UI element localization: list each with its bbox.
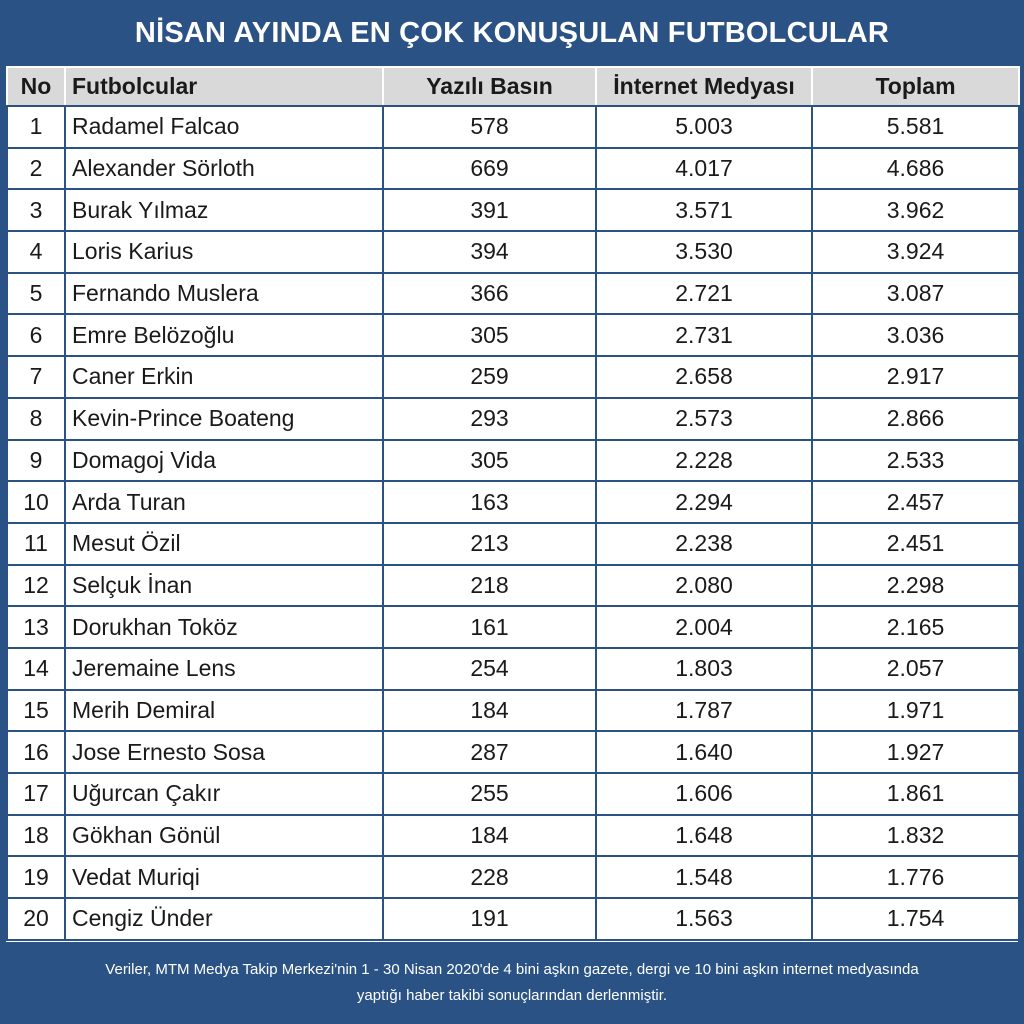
- cell-internet-media: 2.228: [596, 440, 812, 482]
- cell-player-name: Cengiz Ünder: [65, 898, 383, 940]
- cell-rank: 17: [7, 773, 65, 815]
- cell-total: 2.451: [812, 523, 1019, 565]
- cell-rank: 12: [7, 565, 65, 607]
- cell-rank: 14: [7, 648, 65, 690]
- table-row: [7, 606, 1019, 648]
- cell-internet-media: 2.573: [596, 398, 812, 440]
- table-row: [7, 398, 1019, 440]
- page-title: NİSAN AYINDA EN ÇOK KONUŞULAN FUTBOLCULAR: [134, 16, 890, 49]
- cell-internet-media: 1.648: [596, 815, 812, 857]
- cell-player-name: Gökhan Gönül: [65, 815, 383, 857]
- cell-player-name: Dorukhan Toköz: [65, 606, 383, 648]
- cell-print-media: 184: [383, 690, 596, 732]
- cell-total: 1.861: [812, 773, 1019, 815]
- cell-player-name: Caner Erkin: [65, 356, 383, 398]
- cell-print-media: 191: [383, 898, 596, 940]
- cell-total: 2.533: [812, 440, 1019, 482]
- cell-print-media: 254: [383, 648, 596, 690]
- cell-print-media: 305: [383, 314, 596, 356]
- cell-internet-media: 1.640: [596, 731, 812, 773]
- table-row: [7, 898, 1019, 940]
- cell-rank: 11: [7, 523, 65, 565]
- column-header-total: Toplam: [812, 67, 1019, 106]
- cell-internet-media: 1.787: [596, 690, 812, 732]
- cell-total: 1.832: [812, 815, 1019, 857]
- cell-player-name: Mesut Özil: [65, 523, 383, 565]
- cell-internet-media: 3.530: [596, 231, 812, 273]
- table-row: [7, 231, 1019, 273]
- table-row: [7, 106, 1019, 148]
- cell-print-media: 259: [383, 356, 596, 398]
- cell-internet-media: 2.658: [596, 356, 812, 398]
- cell-total: 3.087: [812, 273, 1019, 315]
- cell-total: 1.927: [812, 731, 1019, 773]
- table-container: [6, 66, 1018, 942]
- cell-print-media: 391: [383, 189, 596, 231]
- cell-total: 2.298: [812, 565, 1019, 607]
- cell-rank: 8: [7, 398, 65, 440]
- column-header-print-media: Yazılı Basın: [383, 67, 596, 106]
- cell-internet-media: 2.721: [596, 273, 812, 315]
- cell-rank: 19: [7, 856, 65, 898]
- cell-internet-media: 4.017: [596, 148, 812, 190]
- cell-player-name: Emre Belözoğlu: [65, 314, 383, 356]
- cell-print-media: 669: [383, 148, 596, 190]
- table-row: [7, 189, 1019, 231]
- column-header-internet-media: İnternet Medyası: [596, 67, 812, 106]
- table-row: [7, 690, 1019, 732]
- cell-total: 2.866: [812, 398, 1019, 440]
- cell-print-media: 161: [383, 606, 596, 648]
- cell-player-name: Jose Ernesto Sosa: [65, 731, 383, 773]
- cell-total: 2.057: [812, 648, 1019, 690]
- cell-total: 2.917: [812, 356, 1019, 398]
- cell-internet-media: 3.571: [596, 189, 812, 231]
- cell-print-media: 228: [383, 856, 596, 898]
- cell-total: 5.581: [812, 106, 1019, 148]
- cell-internet-media: 1.548: [596, 856, 812, 898]
- source-note: [0, 942, 1024, 1024]
- source-note-line-2: yaptığı haber takibi sonuçlarından derlenmiştir.: [356, 987, 668, 1004]
- cell-internet-media: 1.606: [596, 773, 812, 815]
- table-body: [7, 106, 1019, 940]
- table-row: [7, 273, 1019, 315]
- table-row: [7, 773, 1019, 815]
- cell-print-media: 366: [383, 273, 596, 315]
- cell-player-name: Alexander Sörloth: [65, 148, 383, 190]
- cell-player-name: Burak Yılmaz: [65, 189, 383, 231]
- table-row: [7, 648, 1019, 690]
- cell-rank: 7: [7, 356, 65, 398]
- cell-rank: 5: [7, 273, 65, 315]
- table-row: [7, 565, 1019, 607]
- cell-rank: 10: [7, 481, 65, 523]
- cell-print-media: 163: [383, 481, 596, 523]
- cell-total: 1.754: [812, 898, 1019, 940]
- cell-rank: 18: [7, 815, 65, 857]
- players-table: [6, 66, 1020, 941]
- cell-total: 1.971: [812, 690, 1019, 732]
- table-row: [7, 314, 1019, 356]
- cell-player-name: Vedat Muriqi: [65, 856, 383, 898]
- table-row: [7, 481, 1019, 523]
- cell-internet-media: 2.080: [596, 565, 812, 607]
- cell-internet-media: 2.238: [596, 523, 812, 565]
- table-row: [7, 815, 1019, 857]
- cell-total: 3.924: [812, 231, 1019, 273]
- cell-rank: 9: [7, 440, 65, 482]
- cell-print-media: 287: [383, 731, 596, 773]
- cell-internet-media: 5.003: [596, 106, 812, 148]
- cell-rank: 4: [7, 231, 65, 273]
- cell-internet-media: 1.563: [596, 898, 812, 940]
- cell-total: 2.457: [812, 481, 1019, 523]
- cell-player-name: Radamel Falcao: [65, 106, 383, 148]
- table-row: [7, 856, 1019, 898]
- cell-total: 2.165: [812, 606, 1019, 648]
- cell-player-name: Fernando Muslera: [65, 273, 383, 315]
- table-row: [7, 731, 1019, 773]
- cell-total: 1.776: [812, 856, 1019, 898]
- cell-rank: 16: [7, 731, 65, 773]
- source-note-line-1: Veriler, MTM Medya Takip Merkezi'nin 1 - 30 Nisan 2020'de 4 bini aşkın gazete, dergi ve 10 bini aşkın internet medyasında: [105, 961, 919, 978]
- cell-total: 3.036: [812, 314, 1019, 356]
- cell-rank: 20: [7, 898, 65, 940]
- cell-print-media: 578: [383, 106, 596, 148]
- cell-player-name: Loris Karius: [65, 231, 383, 273]
- table-row: [7, 148, 1019, 190]
- cell-print-media: 184: [383, 815, 596, 857]
- cell-internet-media: 2.294: [596, 481, 812, 523]
- cell-total: 4.686: [812, 148, 1019, 190]
- cell-player-name: Kevin-Prince Boateng: [65, 398, 383, 440]
- cell-print-media: 394: [383, 231, 596, 273]
- cell-rank: 3: [7, 189, 65, 231]
- cell-player-name: Jeremaine Lens: [65, 648, 383, 690]
- cell-rank: 2: [7, 148, 65, 190]
- column-header-no: No: [7, 67, 65, 106]
- cell-rank: 6: [7, 314, 65, 356]
- cell-print-media: 305: [383, 440, 596, 482]
- cell-player-name: Uğurcan Çakır: [65, 773, 383, 815]
- cell-rank: 13: [7, 606, 65, 648]
- cell-internet-media: 1.803: [596, 648, 812, 690]
- table-row: [7, 356, 1019, 398]
- cell-print-media: 293: [383, 398, 596, 440]
- cell-internet-media: 2.731: [596, 314, 812, 356]
- cell-player-name: Arda Turan: [65, 481, 383, 523]
- table-row: [7, 523, 1019, 565]
- cell-player-name: Selçuk İnan: [65, 565, 383, 607]
- cell-player-name: Domagoj Vida: [65, 440, 383, 482]
- table-header-row: [7, 67, 1019, 106]
- table-row: [7, 440, 1019, 482]
- cell-print-media: 218: [383, 565, 596, 607]
- cell-rank: 15: [7, 690, 65, 732]
- cell-print-media: 213: [383, 523, 596, 565]
- cell-rank: 1: [7, 106, 65, 148]
- column-header-player: Futbolcular: [65, 67, 383, 106]
- cell-total: 3.962: [812, 189, 1019, 231]
- cell-print-media: 255: [383, 773, 596, 815]
- cell-player-name: Merih Demiral: [65, 690, 383, 732]
- cell-internet-media: 2.004: [596, 606, 812, 648]
